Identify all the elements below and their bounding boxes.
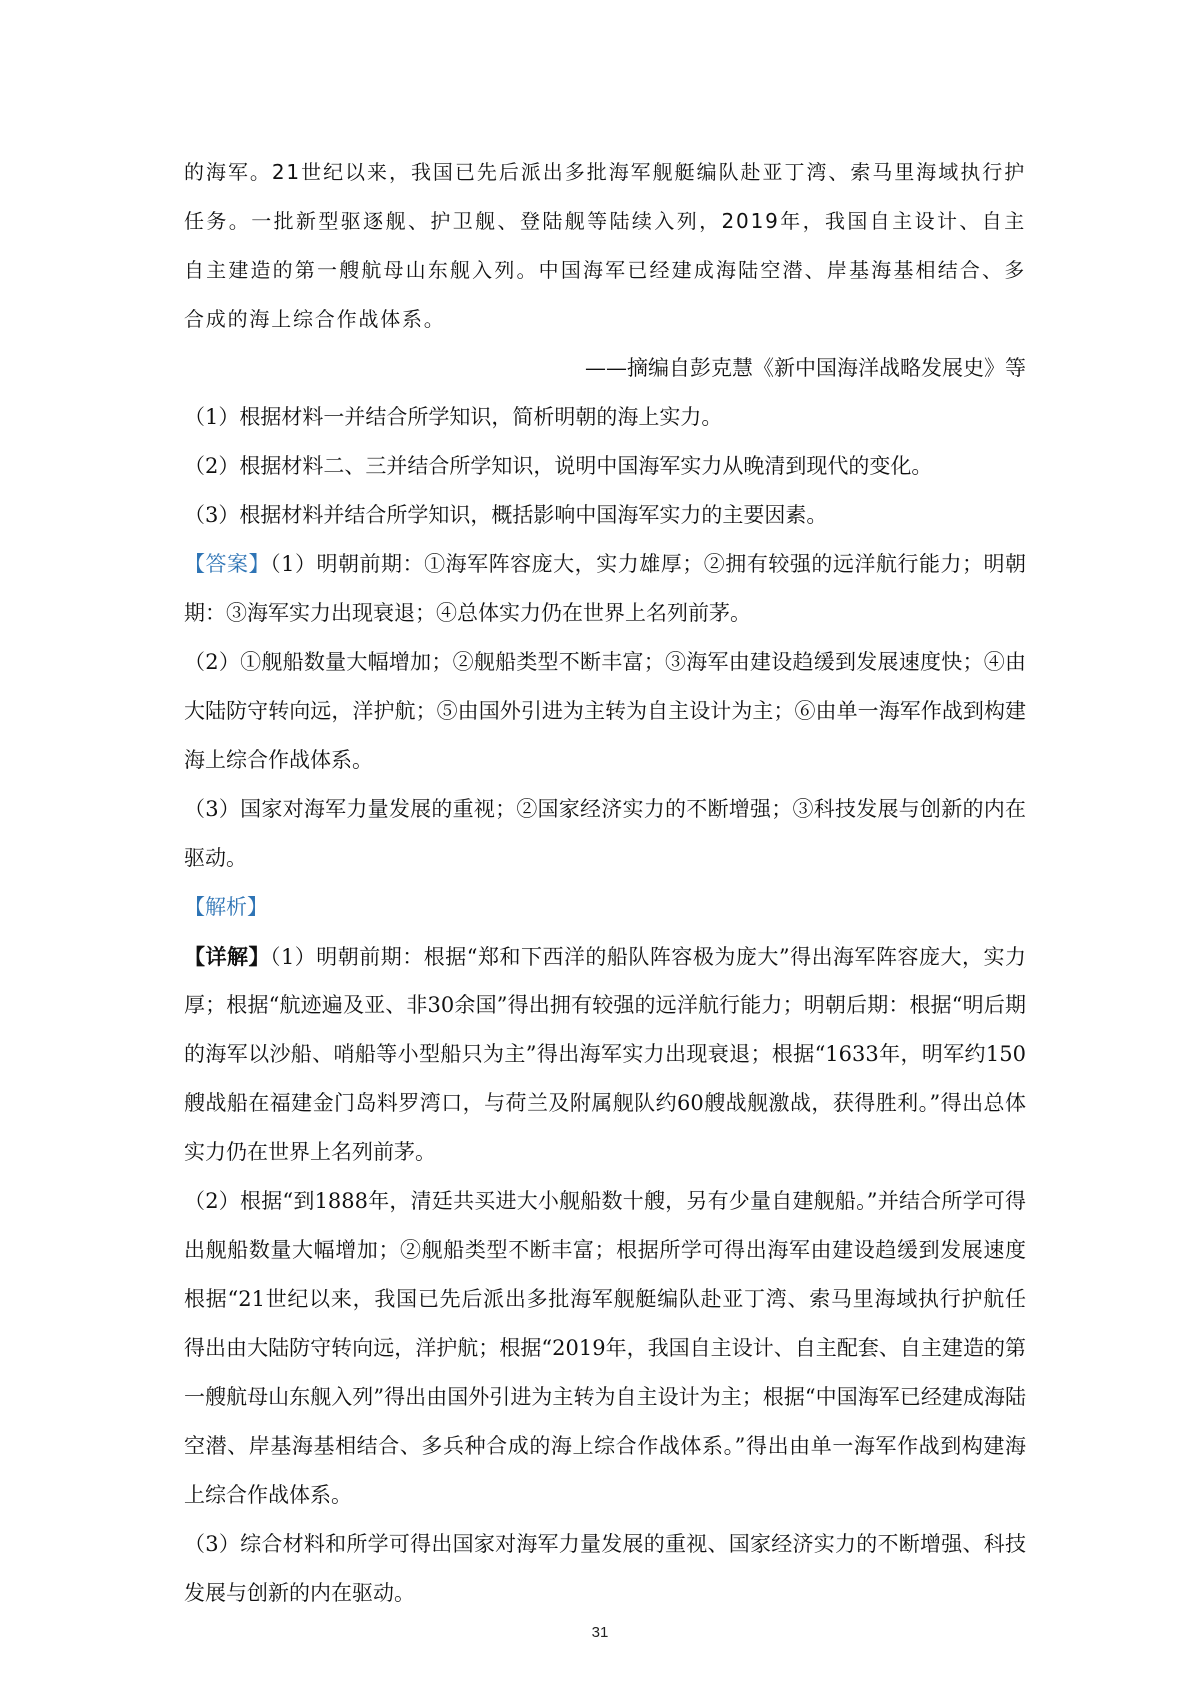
answer-line: 驱动。 [184,846,247,870]
page-number: 31 [591,1624,609,1641]
answer-text: （1）明朝前期：①海军阵容庞大，实力雄厚；②拥有较强的远洋航行能力；明朝 [270,552,1026,576]
answer-line: （2）①舰船数量大幅增加；②舰船类型不断丰富；③海军由建设趋缓到发展速度快；④由 [184,650,1026,674]
answer-line: 期：③海军实力出现衰退；④总体实力仍在世界上名列前茅。 [184,601,751,625]
source-citation: ——摘编自彭克慧《新中国海洋战略发展史》等 [585,356,1026,380]
analysis-tag: 【解析】 [184,895,268,919]
detail-line: 发展与创新的内在驱动。 [184,1581,415,1605]
material-line: 合成的海上综合作战体系。 [184,307,446,331]
detail-line: 实力仍在世界上名列前茅。 [184,1140,436,1164]
detail-line [184,932,1026,981]
question-3: （3）根据材料并结合所学知识，概括影响中国海军实力的主要因素。 [184,503,828,527]
detail-line: 根据“21世纪以来，我国已先后派出多批海军舰艇编队赴亚丁湾、索马里海域执行护航任 [184,1287,1026,1311]
detail-line: 出舰船数量大幅增加；②舰船类型不断丰富；根据所学可得出海军由建设趋缓到发展速度 [184,1238,1026,1262]
detail-line: 的海军以沙船、哨船等小型船只为主”得出海军实力出现衰退；根据“1633年，明军约150 [184,1042,1026,1066]
detail-line: （2）根据“到1888年，清廷共买进大小舰船数十艘，另有少量自建舰船。”并结合所学可得 [184,1189,1026,1213]
detail-tag: 【详解】 [184,944,270,969]
material-line: 的海军。21世纪以来，我国已先后派出多批海军舰艇编队赴亚丁湾、索马里海域执行护 [184,160,1026,184]
material-line: 自主建造的第一艘航母山东舰入列。中国海军已经建成海陆空潜、岸基海基相结合、多 [184,258,1026,282]
question-1: （1）根据材料一并结合所学知识，简析明朝的海上实力。 [184,405,723,429]
analysis-heading [184,883,1026,932]
answer-line [184,540,1026,589]
detail-line: 上综合作战体系。 [184,1483,352,1507]
answer-tag: 【答案】 [184,552,271,576]
detail-line: 一艘航母山东舰入列”得出由国外引进为主转为自主设计为主；根据“中国海军已经建成海陆 [184,1385,1026,1409]
document-page [184,148,1026,1618]
answer-line: （3）国家对海军力量发展的重视；②国家经济实力的不断增强；③科技发展与创新的内在 [184,797,1026,821]
detail-line: 艘战船在福建金门岛料罗湾口，与荷兰及附属舰队约60艘战舰激战，获得胜利。”得出总体 [184,1091,1026,1115]
answer-line: 大陆防守转向远，洋护航；⑤由国外引进为主转为自主设计为主；⑥由单一海军作战到构建 [184,699,1026,723]
detail-line: 空潜、岸基海基相结合、多兵种合成的海上综合作战体系。”得出由单一海军作战到构建海 [184,1434,1026,1458]
detail-line: （3）综合材料和所学可得出国家对海军力量发展的重视、国家经济实力的不断增强、科技 [184,1532,1026,1556]
detail-line: 得出由大陆防守转向远，洋护航；根据“2019年，我国自主设计、自主配套、自主建造的第 [184,1336,1026,1360]
detail-text: （1）明朝前期：根据“郑和下西洋的船队阵容极为庞大”得出海军阵容庞大，实力 [269,945,1026,969]
detail-line: 厚；根据“航迹遍及亚、非30余国”得出拥有较强的远洋航行能力；明朝后期：根据“明后期 [184,993,1026,1017]
question-2: （2）根据材料二、三并结合所学知识，说明中国海军实力从晚清到现代的变化。 [184,454,933,478]
answer-line: 海上综合作战体系。 [184,748,373,772]
material-line: 任务。一批新型驱逐舰、护卫舰、登陆舰等陆续入列，2019年，我国自主设计、自主 [184,209,1026,233]
